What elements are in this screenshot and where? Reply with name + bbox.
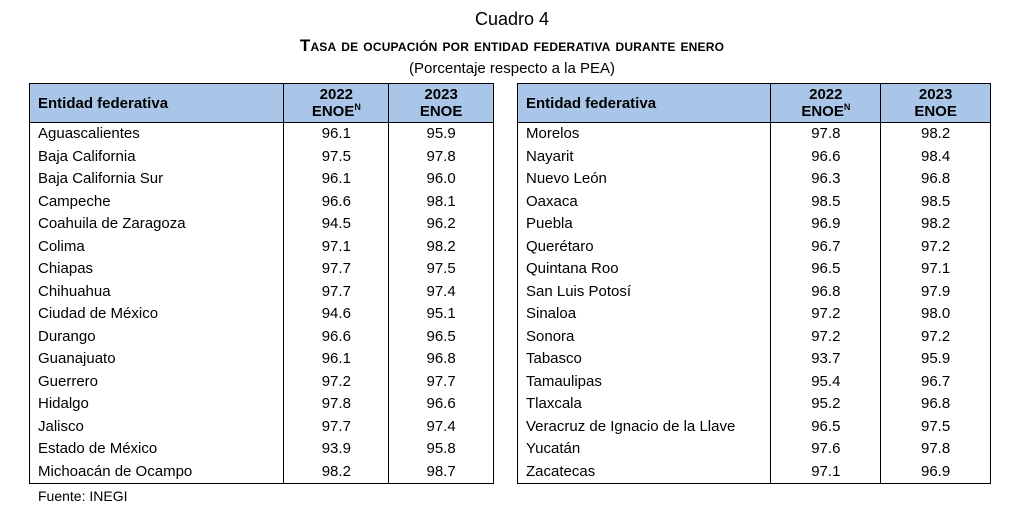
header-2022-survey: ENOE bbox=[311, 103, 355, 120]
source-note: Fuente: INEGI bbox=[38, 488, 128, 504]
value-2022-cell: 96.7 bbox=[771, 236, 881, 259]
table-row bbox=[30, 303, 494, 326]
value-2023-cell: 98.7 bbox=[389, 461, 494, 484]
value-2023-cell: 97.8 bbox=[389, 146, 494, 169]
table-row bbox=[518, 326, 991, 349]
value-2022-cell: 97.8 bbox=[771, 123, 881, 146]
table-title: Tasa de ocupación por entidad federativa durante enero bbox=[299, 36, 725, 55]
value-2023-cell: 97.2 bbox=[881, 326, 991, 349]
value-2023-cell: 98.4 bbox=[881, 146, 991, 169]
value-2022-cell: 97.7 bbox=[284, 281, 389, 304]
table-row bbox=[518, 348, 991, 371]
table-row bbox=[518, 213, 991, 236]
value-2023-cell: 97.5 bbox=[389, 258, 494, 281]
value-2023-cell: 98.2 bbox=[881, 213, 991, 236]
table-row bbox=[518, 258, 991, 281]
entity-cell: Veracruz de Ignacio de la Llave bbox=[518, 416, 771, 439]
value-2023-cell: 97.9 bbox=[881, 281, 991, 304]
header-2023-year: 2023 bbox=[918, 86, 953, 103]
header-2022-survey: ENOE bbox=[801, 103, 844, 120]
value-2022-cell: 94.6 bbox=[284, 303, 389, 326]
header-2023 bbox=[881, 84, 991, 123]
value-2023-cell: 96.0 bbox=[389, 168, 494, 191]
value-2023-cell: 96.5 bbox=[389, 326, 494, 349]
value-2022-cell: 97.7 bbox=[284, 258, 389, 281]
value-2023-cell: 97.2 bbox=[881, 236, 991, 259]
header-2023-year: 2023 bbox=[424, 86, 458, 103]
value-2022-cell: 96.6 bbox=[284, 326, 389, 349]
table-row bbox=[518, 371, 991, 394]
entity-cell: Ciudad de México bbox=[30, 303, 284, 326]
entity-cell: Aguascalientes bbox=[30, 123, 284, 146]
table-row bbox=[30, 236, 494, 259]
value-2023-cell: 98.2 bbox=[881, 123, 991, 146]
header-2022-superscript: N bbox=[354, 102, 361, 112]
entity-cell: Durango bbox=[30, 326, 284, 349]
value-2023-cell: 96.8 bbox=[881, 393, 991, 416]
value-2023-cell: 98.0 bbox=[881, 303, 991, 326]
table-row bbox=[518, 191, 991, 214]
value-2022-cell: 96.1 bbox=[284, 348, 389, 371]
table-row bbox=[30, 123, 494, 146]
entity-cell: Oaxaca bbox=[518, 191, 771, 214]
entity-cell: Tamaulipas bbox=[518, 371, 771, 394]
value-2022-cell: 96.8 bbox=[771, 281, 881, 304]
entity-cell: Tlaxcala bbox=[518, 393, 771, 416]
left-table-body bbox=[30, 123, 494, 484]
entity-cell: Hidalgo bbox=[30, 393, 284, 416]
value-2023-cell: 96.6 bbox=[389, 393, 494, 416]
right-table-body bbox=[518, 123, 991, 484]
header-entity: Entidad federativa bbox=[30, 84, 284, 123]
entity-cell: Coahuila de Zaragoza bbox=[30, 213, 284, 236]
entity-cell: Jalisco bbox=[30, 416, 284, 439]
right-table bbox=[517, 83, 991, 484]
table-subtitle: (Porcentaje respecto a la PEA) bbox=[409, 60, 615, 77]
value-2023-cell: 97.4 bbox=[389, 281, 494, 304]
header-2022-superscript: N bbox=[843, 102, 851, 112]
header-entity: Entidad federativa bbox=[518, 84, 771, 123]
entity-cell: Quintana Roo bbox=[518, 258, 771, 281]
table-row bbox=[30, 371, 494, 394]
table-header-row bbox=[30, 84, 494, 123]
table-row bbox=[518, 236, 991, 259]
entity-cell: Zacatecas bbox=[518, 461, 771, 484]
header-2022 bbox=[771, 84, 881, 123]
value-2022-cell: 96.1 bbox=[284, 168, 389, 191]
table-row bbox=[518, 123, 991, 146]
value-2022-cell: 96.6 bbox=[771, 146, 881, 169]
entity-cell: Puebla bbox=[518, 213, 771, 236]
value-2023-cell: 95.9 bbox=[389, 123, 494, 146]
value-2022-cell: 96.3 bbox=[771, 168, 881, 191]
table-header-row bbox=[518, 84, 991, 123]
entity-cell: Guerrero bbox=[30, 371, 284, 394]
value-2023-cell: 96.7 bbox=[881, 371, 991, 394]
value-2022-cell: 96.1 bbox=[284, 123, 389, 146]
value-2022-cell: 96.9 bbox=[771, 213, 881, 236]
value-2023-cell: 97.1 bbox=[881, 258, 991, 281]
table-row bbox=[518, 146, 991, 169]
table-caption: Cuadro 4 bbox=[474, 9, 550, 29]
table-row bbox=[30, 146, 494, 169]
header-2023-survey: ENOE bbox=[914, 103, 957, 120]
table-row bbox=[30, 348, 494, 371]
table-row bbox=[30, 416, 494, 439]
value-2022-cell: 93.7 bbox=[771, 348, 881, 371]
entity-cell: Estado de México bbox=[30, 438, 284, 461]
entity-cell: Nuevo León bbox=[518, 168, 771, 191]
table-row bbox=[518, 303, 991, 326]
header-2022-year: 2022 bbox=[319, 86, 354, 103]
value-2022-cell: 97.8 bbox=[284, 393, 389, 416]
value-2022-cell: 97.1 bbox=[284, 236, 389, 259]
table-row bbox=[518, 281, 991, 304]
value-2022-cell: 97.6 bbox=[771, 438, 881, 461]
table-row bbox=[518, 393, 991, 416]
entity-cell: Morelos bbox=[518, 123, 771, 146]
value-2022-cell: 98.5 bbox=[771, 191, 881, 214]
header-2022-year: 2022 bbox=[809, 86, 843, 103]
value-2023-cell: 95.9 bbox=[881, 348, 991, 371]
table-row bbox=[30, 258, 494, 281]
entity-cell: Nayarit bbox=[518, 146, 771, 169]
entity-cell: Campeche bbox=[30, 191, 284, 214]
table-row bbox=[30, 281, 494, 304]
entity-cell: Guanajuato bbox=[30, 348, 284, 371]
value-2022-cell: 95.4 bbox=[771, 371, 881, 394]
header-2023-survey: ENOE bbox=[419, 103, 463, 120]
table-row bbox=[30, 191, 494, 214]
table-row bbox=[30, 461, 494, 484]
header-2023 bbox=[389, 84, 494, 123]
value-2023-cell: 98.5 bbox=[881, 191, 991, 214]
value-2022-cell: 96.5 bbox=[771, 258, 881, 281]
value-2023-cell: 96.2 bbox=[389, 213, 494, 236]
entity-cell: Sinaloa bbox=[518, 303, 771, 326]
value-2023-cell: 96.9 bbox=[881, 461, 991, 484]
table-row bbox=[30, 213, 494, 236]
entity-cell: Yucatán bbox=[518, 438, 771, 461]
value-2022-cell: 96.5 bbox=[771, 416, 881, 439]
value-2022-cell: 97.2 bbox=[771, 303, 881, 326]
value-2023-cell: 95.8 bbox=[389, 438, 494, 461]
table-row bbox=[518, 416, 991, 439]
value-2022-cell: 97.2 bbox=[771, 326, 881, 349]
value-2022-cell: 93.9 bbox=[284, 438, 389, 461]
table-row bbox=[518, 438, 991, 461]
table-row bbox=[30, 326, 494, 349]
value-2023-cell: 96.8 bbox=[389, 348, 494, 371]
value-2022-cell: 97.7 bbox=[284, 416, 389, 439]
value-2022-cell: 96.6 bbox=[284, 191, 389, 214]
table-row bbox=[30, 168, 494, 191]
value-2022-cell: 95.2 bbox=[771, 393, 881, 416]
value-2023-cell: 97.5 bbox=[881, 416, 991, 439]
entity-cell: Baja California bbox=[30, 146, 284, 169]
entity-cell: Sonora bbox=[518, 326, 771, 349]
table-row bbox=[518, 461, 991, 484]
value-2023-cell: 98.1 bbox=[389, 191, 494, 214]
entity-cell: Querétaro bbox=[518, 236, 771, 259]
value-2023-cell: 97.4 bbox=[389, 416, 494, 439]
value-2022-cell: 97.5 bbox=[284, 146, 389, 169]
value-2022-cell: 97.2 bbox=[284, 371, 389, 394]
value-2022-cell: 98.2 bbox=[284, 461, 389, 484]
entity-cell: San Luis Potosí bbox=[518, 281, 771, 304]
entity-cell: Baja California Sur bbox=[30, 168, 284, 191]
entity-cell: Tabasco bbox=[518, 348, 771, 371]
value-2023-cell: 97.8 bbox=[881, 438, 991, 461]
value-2023-cell: 97.7 bbox=[389, 371, 494, 394]
value-2023-cell: 98.2 bbox=[389, 236, 494, 259]
table-row bbox=[518, 168, 991, 191]
entity-cell: Michoacán de Ocampo bbox=[30, 461, 284, 484]
entity-cell: Chihuahua bbox=[30, 281, 284, 304]
left-table bbox=[29, 83, 494, 484]
table-row bbox=[30, 393, 494, 416]
table-row bbox=[30, 438, 494, 461]
value-2023-cell: 96.8 bbox=[881, 168, 991, 191]
header-2022 bbox=[284, 84, 389, 123]
value-2022-cell: 97.1 bbox=[771, 461, 881, 484]
entity-cell: Chiapas bbox=[30, 258, 284, 281]
value-2022-cell: 94.5 bbox=[284, 213, 389, 236]
value-2023-cell: 95.1 bbox=[389, 303, 494, 326]
entity-cell: Colima bbox=[30, 236, 284, 259]
